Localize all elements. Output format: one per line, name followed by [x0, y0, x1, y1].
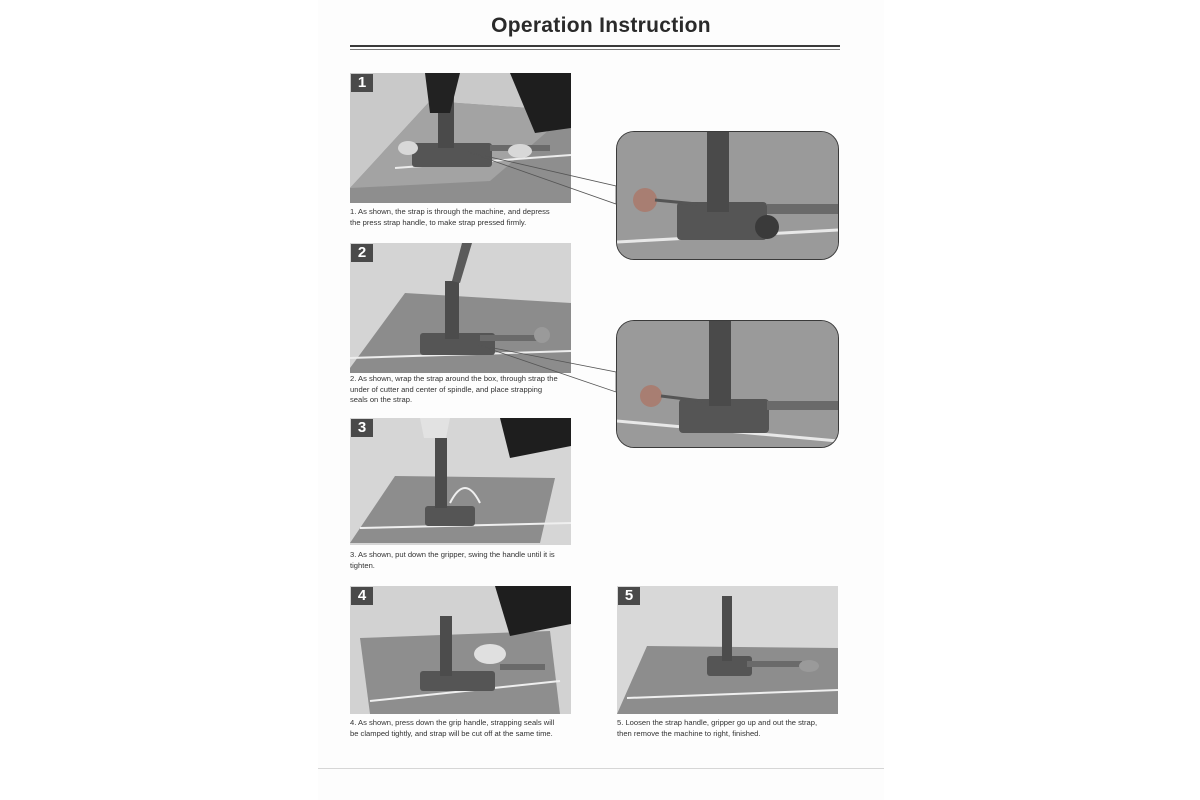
page-title: Operation Instruction — [491, 14, 711, 37]
step-3-photo — [350, 418, 571, 545]
step-1-badge: 1 — [351, 74, 373, 92]
step-5-caption: 5. Loosen the strap handle, gripper go up and out the strap, then remove the machine to right, finished. — [617, 718, 818, 738]
step-3-badge: 3 — [351, 419, 373, 437]
step-5-badge: 5 — [618, 587, 640, 605]
step-2-photo — [350, 243, 571, 373]
step-1-detail-zoom — [616, 131, 839, 260]
title-rule — [350, 45, 840, 47]
step-2-badge: 2 — [351, 244, 373, 262]
step-4-photo — [350, 586, 571, 714]
step-2-caption: 2. As shown, wrap the strap around the box, through strap the under of cutter and center of spindle, and place strapping seals on the strap. — [350, 374, 558, 404]
step-1-photo — [350, 73, 571, 203]
step-2-detail-zoom — [616, 320, 839, 448]
title-rule-thin — [350, 49, 840, 50]
step-4-badge: 4 — [351, 587, 373, 605]
step-5-photo — [617, 586, 838, 714]
step-4-caption: 4. As shown, press down the grip handle, strapping seals will be clamped tightly, and strap will be cut off at the same time. — [350, 718, 555, 738]
step-3-caption: 3. As shown, put down the gripper, swing the handle until it is tighten. — [350, 550, 555, 570]
page-bottom-rule — [318, 768, 884, 769]
step-1-caption: 1. As shown, the strap is through the machine, and depress the press strap handle, to make strap pressed firmly. — [350, 207, 550, 227]
